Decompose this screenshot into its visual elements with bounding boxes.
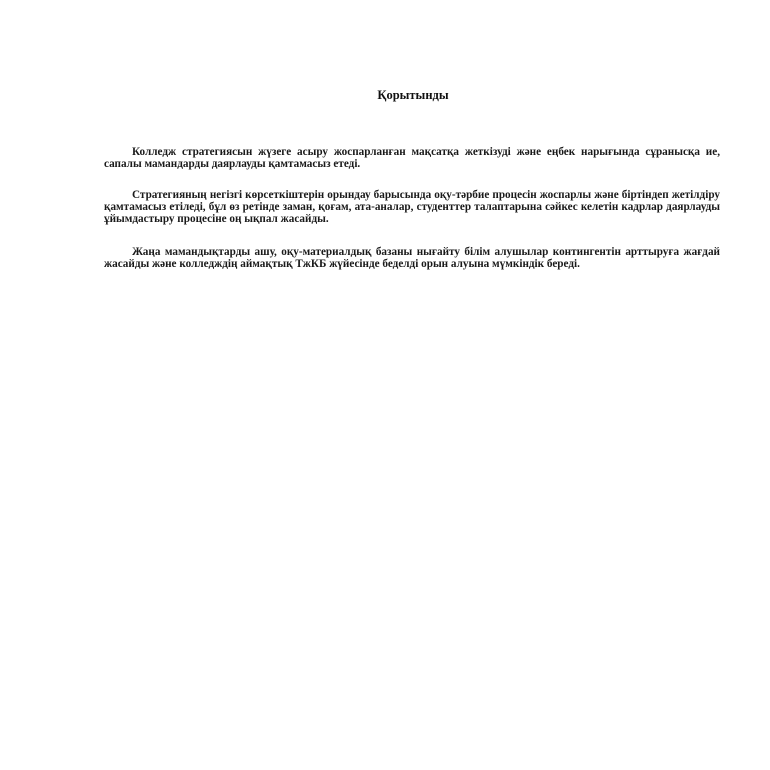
conclusion-paragraph-1: Колледж стратегиясын жүзеге асыру жоспарланған мақсатқа жеткізуді және еңбек нарығында сұранысқа ие, сапалы мамандарды даярлауды қамтамасыз етеді.: [104, 146, 720, 171]
document-heading: Қорытынды: [377, 88, 449, 102]
conclusion-paragraph-3: Жаңа мамандықтарды ашу, оқу-материалдық базаны нығайту білім алушылар контингентін арттыруға жағдай жасайды және колледждің аймақтық ТжКБ жүйесінде беделді орын алуына мүмкіндік береді.: [104, 246, 720, 271]
conclusion-paragraph-2: Стратегияның негізгі көрсеткіштерін орындау барысында оқу-тәрбие процесін жоспарлы және біртіндеп жетілдіру қамтамасыз етіледі, бұл өз ретінде заман, қоғам, ата-аналар, студенттер талаптарына сәйкес келетін кадрлар даярлауды ұйымдастыру процесіне оң ықпал жасайды.: [104, 189, 720, 226]
